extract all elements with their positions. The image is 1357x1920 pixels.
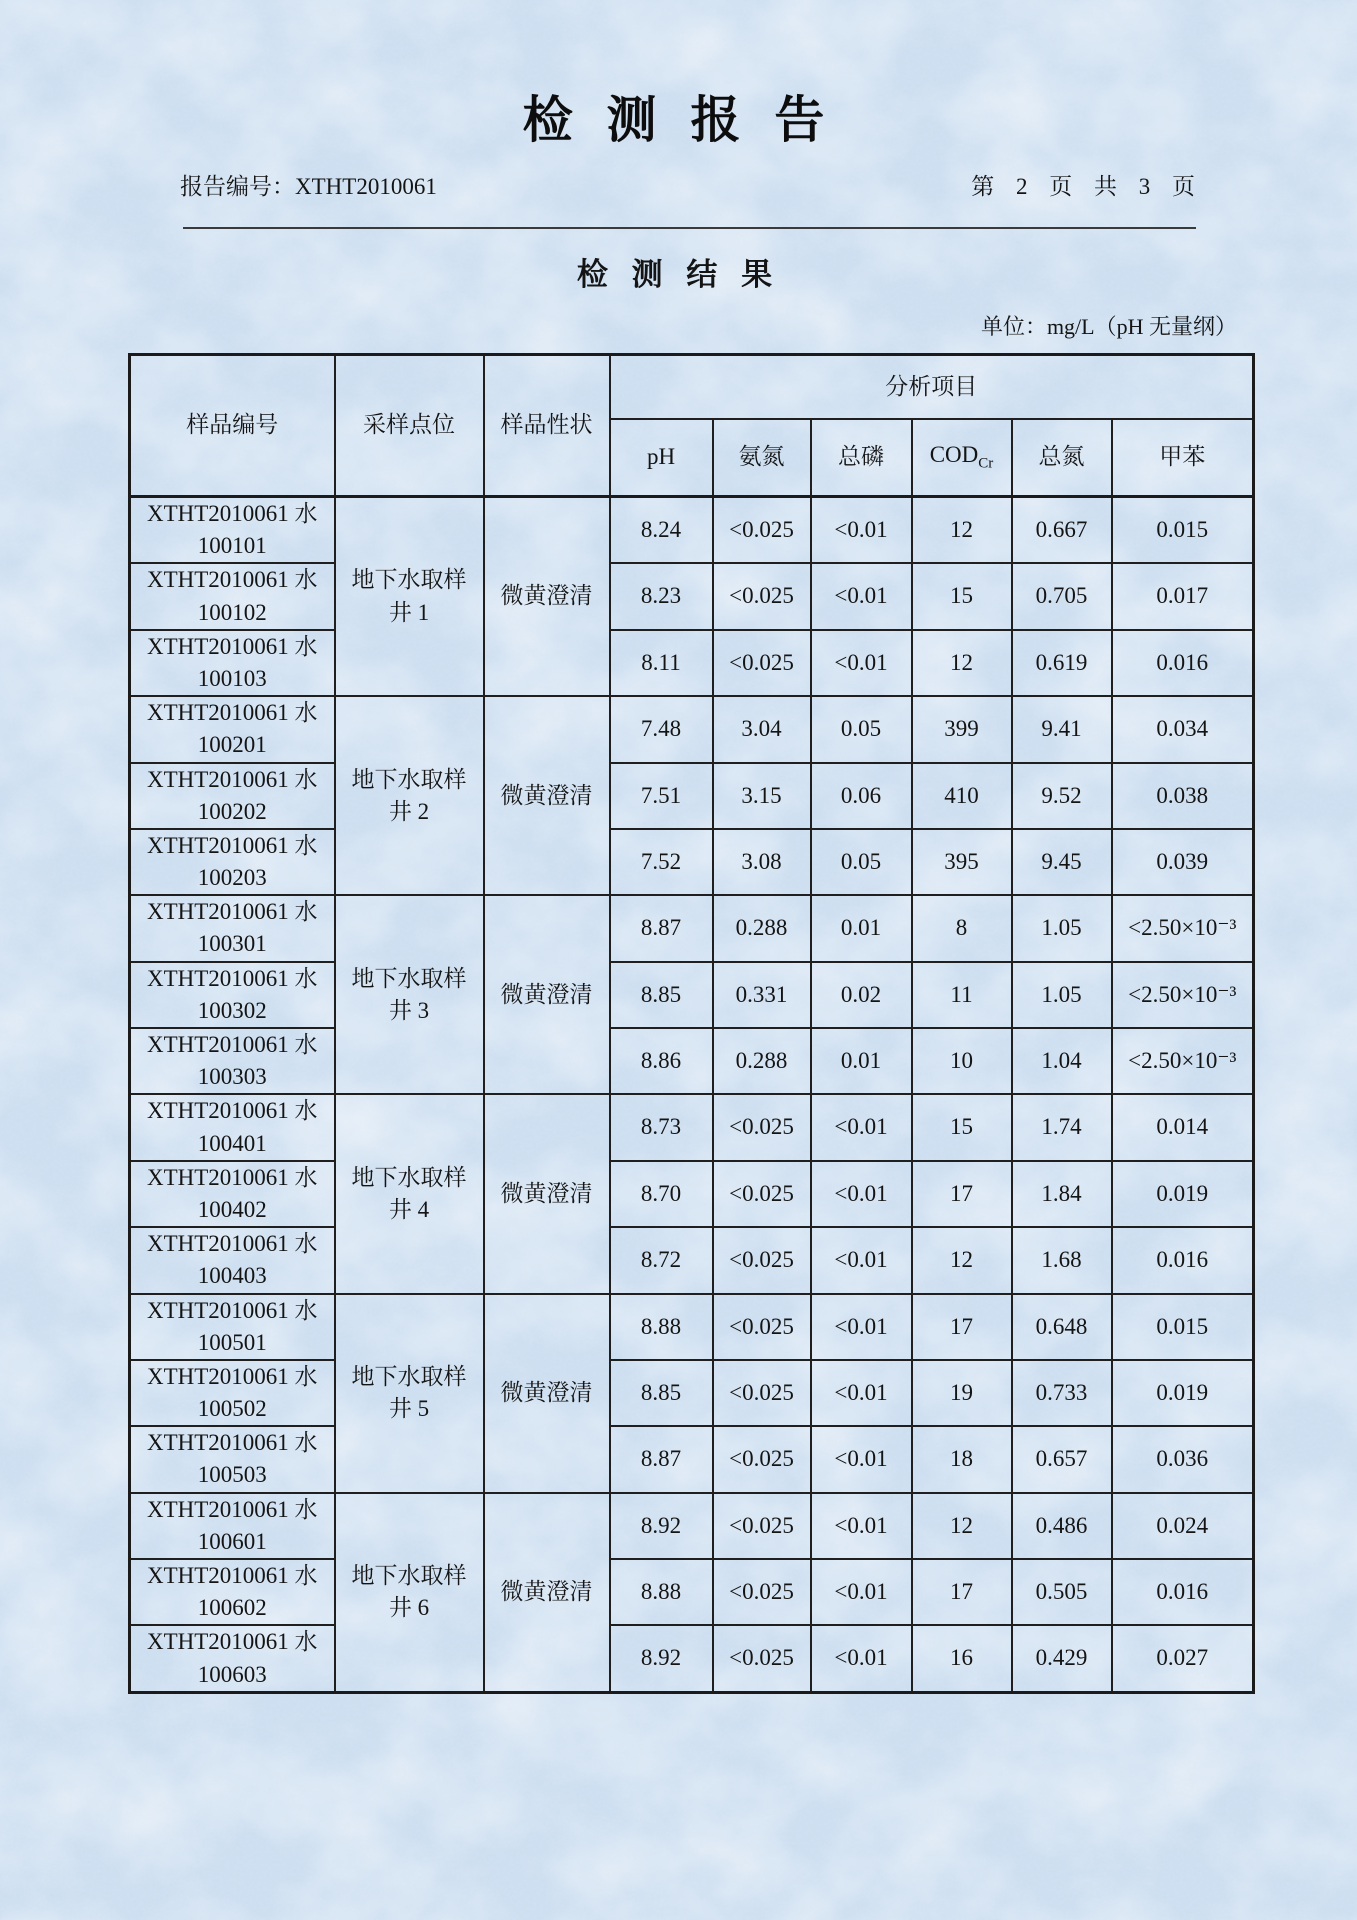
value-cell: 0.014 xyxy=(1112,1094,1254,1160)
cell-line-1: XTHT2010061 水 xyxy=(146,1098,318,1124)
table-row xyxy=(130,962,1254,1028)
table-row xyxy=(130,1625,1254,1692)
cell-line-2: 100202 xyxy=(197,798,267,824)
value-cell: <0.025 xyxy=(713,497,811,564)
sample-property-cell: 微黄澄清 xyxy=(484,1493,610,1693)
value-cell: <0.01 xyxy=(811,497,912,564)
value-cell: 12 xyxy=(912,1493,1012,1559)
value-cell: 8 xyxy=(912,895,1012,961)
value-cell: 0.05 xyxy=(811,829,912,895)
sample-id-cell xyxy=(130,962,335,1028)
value-cell: <0.025 xyxy=(713,1161,811,1227)
value-cell: <0.01 xyxy=(811,1493,912,1559)
table-row xyxy=(130,696,1254,762)
sampling-point-cell xyxy=(335,895,484,1094)
value-cell: 9.45 xyxy=(1012,829,1112,895)
value-cell: 15 xyxy=(912,1094,1012,1160)
value-cell: 8.85 xyxy=(610,962,713,1028)
cell-line-1: XTHT2010061 水 xyxy=(146,1563,318,1588)
sampling-point-cell xyxy=(335,1094,484,1293)
value-cell: 0.619 xyxy=(1012,630,1112,696)
value-cell: 7.52 xyxy=(610,829,713,895)
cell-line-1: XTHT2010061 水 xyxy=(146,501,318,526)
value-cell: 0.017 xyxy=(1112,563,1254,629)
col-header-sampling-point: 采样点位 xyxy=(335,355,484,497)
value-cell: 0.657 xyxy=(1012,1426,1112,1492)
value-cell: <0.01 xyxy=(811,630,912,696)
cell-line-2: 100102 xyxy=(197,599,267,625)
report-number xyxy=(180,168,437,201)
value-cell: <0.025 xyxy=(713,1294,811,1360)
results-table-head xyxy=(130,355,1254,497)
cell-line-2: 井 3 xyxy=(388,997,430,1023)
col-header-ph: pH xyxy=(610,419,713,497)
cell-line-1: XTHT2010061 水 xyxy=(146,633,318,659)
value-cell: 17 xyxy=(912,1294,1012,1360)
value-cell: <0.01 xyxy=(811,1227,912,1293)
value-cell: 1.05 xyxy=(1012,895,1112,961)
cell-line-2: 井 2 xyxy=(388,798,430,824)
cod-subscript: Cr xyxy=(978,456,994,473)
col-header-cod xyxy=(912,419,1012,497)
table-row xyxy=(130,829,1254,895)
table-row xyxy=(130,1360,1254,1426)
value-cell: 1.05 xyxy=(1012,962,1112,1028)
table-row xyxy=(130,763,1254,829)
col-header-analysis-group: 分析项目 xyxy=(610,355,1254,419)
sample-id-cell xyxy=(130,1559,335,1625)
value-cell: <0.025 xyxy=(713,1426,811,1492)
value-cell: 0.429 xyxy=(1012,1625,1112,1692)
sample-id-cell xyxy=(130,1161,335,1227)
value-cell: 16 xyxy=(912,1625,1012,1692)
cell-line-1: XTHT2010061 水 xyxy=(146,1430,318,1456)
cell-line-2: 100301 xyxy=(197,931,267,957)
value-cell: 0.01 xyxy=(811,1028,912,1094)
cell-line-2: 100501 xyxy=(197,1329,267,1355)
cell-line-2: 100302 xyxy=(197,997,267,1023)
table-row xyxy=(130,1493,1254,1559)
cell-line-1: XTHT2010061 水 xyxy=(146,1164,318,1190)
sample-property-cell: 微黄澄清 xyxy=(484,1294,610,1493)
value-cell: 18 xyxy=(912,1426,1012,1492)
sample-id-cell xyxy=(130,895,335,961)
value-cell: 0.486 xyxy=(1012,1493,1112,1559)
value-cell: 0.705 xyxy=(1012,563,1112,629)
sampling-point-cell xyxy=(335,696,484,895)
value-cell: 0.036 xyxy=(1112,1426,1254,1492)
table-row xyxy=(130,1227,1254,1293)
cell-line-2: 100603 xyxy=(197,1661,267,1687)
cell-line-1: XTHT2010061 水 xyxy=(146,700,318,726)
value-cell: <0.01 xyxy=(811,563,912,629)
results-table xyxy=(128,353,1255,1694)
value-cell: 8.11 xyxy=(610,630,713,696)
value-cell: 0.648 xyxy=(1012,1294,1112,1360)
value-cell: 8.86 xyxy=(610,1028,713,1094)
value-cell: 8.85 xyxy=(610,1360,713,1426)
value-cell: <0.025 xyxy=(713,563,811,629)
value-cell: 1.68 xyxy=(1012,1227,1112,1293)
cell-line-1: XTHT2010061 水 xyxy=(146,899,318,925)
value-cell: <0.025 xyxy=(713,1559,811,1625)
table-row xyxy=(130,630,1254,696)
value-cell: <0.01 xyxy=(811,1559,912,1625)
cell-line-2: 100101 xyxy=(197,533,267,559)
value-cell: 0.05 xyxy=(811,696,912,762)
sample-property-cell: 微黄澄清 xyxy=(484,1094,610,1293)
col-header-total-nitrogen: 总氮 xyxy=(1012,419,1112,497)
sample-id-cell xyxy=(130,1360,335,1426)
value-cell: 19 xyxy=(912,1360,1012,1426)
value-cell: 11 xyxy=(912,962,1012,1028)
cell-line-2: 100103 xyxy=(197,665,267,691)
cell-line-1: 地下水取样 xyxy=(351,965,467,991)
value-cell: 10 xyxy=(912,1028,1012,1094)
col-header-toluene: 甲苯 xyxy=(1112,419,1254,497)
cell-line-1: XTHT2010061 水 xyxy=(146,766,318,792)
cell-line-1: XTHT2010061 水 xyxy=(146,832,318,858)
sample-id-cell xyxy=(130,1625,335,1692)
value-cell: 1.04 xyxy=(1012,1028,1112,1094)
value-cell: 15 xyxy=(912,563,1012,629)
table-row xyxy=(130,895,1254,961)
value-cell: 0.01 xyxy=(811,895,912,961)
section-title: 检 测 结 果 xyxy=(576,257,781,292)
value-cell: <0.025 xyxy=(713,630,811,696)
sample-id-cell xyxy=(130,1493,335,1559)
value-cell: 0.027 xyxy=(1112,1625,1254,1692)
value-cell: 17 xyxy=(912,1161,1012,1227)
value-cell: 8.87 xyxy=(610,1426,713,1492)
value-cell: 7.51 xyxy=(610,763,713,829)
results-table-body xyxy=(130,497,1254,1693)
value-cell: 3.15 xyxy=(713,763,811,829)
value-cell: 0.02 xyxy=(811,962,912,1028)
value-cell: 0.016 xyxy=(1112,1227,1254,1293)
value-cell: 0.034 xyxy=(1112,696,1254,762)
value-cell: 12 xyxy=(912,1227,1012,1293)
sampling-point-cell xyxy=(335,1294,484,1493)
table-row xyxy=(130,1426,1254,1492)
table-row xyxy=(130,1161,1254,1227)
cod-label: COD xyxy=(929,442,979,468)
value-cell: 0.331 xyxy=(713,962,811,1028)
cell-line-1: XTHT2010061 水 xyxy=(146,1231,318,1257)
cell-line-1: 地下水取样 xyxy=(351,1363,467,1389)
header-divider xyxy=(183,227,1196,229)
value-cell: <0.025 xyxy=(713,1360,811,1426)
value-cell: 0.024 xyxy=(1112,1493,1254,1559)
sample-id-cell xyxy=(130,829,335,895)
sample-property-cell: 微黄澄清 xyxy=(484,696,610,895)
cell-line-2: 100503 xyxy=(197,1462,267,1488)
cell-line-2: 100201 xyxy=(197,732,267,758)
col-header-ammonia-nitrogen: 氨氮 xyxy=(713,419,811,497)
value-cell: 8.87 xyxy=(610,895,713,961)
cell-line-2: 100502 xyxy=(197,1396,267,1422)
header-row-top xyxy=(130,355,1254,419)
table-row xyxy=(130,1559,1254,1625)
cell-line-1: XTHT2010061 水 xyxy=(146,1629,318,1655)
value-cell: 8.73 xyxy=(610,1094,713,1160)
col-header-total-phosphorus: 总磷 xyxy=(811,419,912,497)
value-cell: 0.016 xyxy=(1112,1559,1254,1625)
value-cell: <0.025 xyxy=(713,1625,811,1692)
sample-id-cell xyxy=(130,696,335,762)
value-cell: 8.24 xyxy=(610,497,713,564)
table-row xyxy=(130,563,1254,629)
value-cell: 0.015 xyxy=(1112,497,1254,564)
sample-id-cell xyxy=(130,1294,335,1360)
value-cell: 0.505 xyxy=(1012,1559,1112,1625)
cell-line-1: XTHT2010061 水 xyxy=(146,1496,318,1522)
value-cell: <2.50×10⁻³ xyxy=(1112,1028,1254,1094)
cell-line-2: 100401 xyxy=(197,1130,267,1156)
cell-line-2: 100402 xyxy=(197,1196,267,1222)
value-cell: 7.48 xyxy=(610,696,713,762)
value-cell: 0.016 xyxy=(1112,630,1254,696)
value-cell: <0.01 xyxy=(811,1360,912,1426)
value-cell: 0.015 xyxy=(1112,1294,1254,1360)
value-cell: 0.019 xyxy=(1112,1161,1254,1227)
value-cell: 1.84 xyxy=(1012,1161,1112,1227)
cell-line-1: 地下水取样 xyxy=(351,567,467,593)
sample-id-cell xyxy=(130,497,335,564)
value-cell: 8.70 xyxy=(610,1161,713,1227)
value-cell: <0.025 xyxy=(713,1493,811,1559)
value-cell: 9.41 xyxy=(1012,696,1112,762)
col-header-sample-id: 样品编号 xyxy=(130,355,335,497)
cell-line-2: 100303 xyxy=(197,1064,267,1090)
value-cell: <0.01 xyxy=(811,1294,912,1360)
report-number-value: XTHT2010061 xyxy=(295,174,437,199)
table-row xyxy=(130,1094,1254,1160)
cell-line-2: 井 4 xyxy=(388,1196,430,1222)
value-cell: 1.74 xyxy=(1012,1094,1112,1160)
sample-id-cell xyxy=(130,763,335,829)
value-cell: <0.01 xyxy=(811,1426,912,1492)
value-cell: <0.01 xyxy=(811,1625,912,1692)
value-cell: 0.06 xyxy=(811,763,912,829)
cell-line-2: 100601 xyxy=(197,1528,267,1554)
col-header-sample-property: 样品性状 xyxy=(484,355,610,497)
value-cell: 0.667 xyxy=(1012,497,1112,564)
value-cell: 8.88 xyxy=(610,1559,713,1625)
unit-note: 单位：mg/L（pH 无量纲） xyxy=(980,314,1237,339)
cell-line-2: 井 1 xyxy=(388,599,430,625)
cell-line-2: 100203 xyxy=(197,865,267,891)
cell-line-1: XTHT2010061 水 xyxy=(146,965,318,991)
value-cell: 3.04 xyxy=(713,696,811,762)
value-cell: <0.01 xyxy=(811,1161,912,1227)
cell-line-2: 100602 xyxy=(197,1595,267,1621)
value-cell: 0.733 xyxy=(1012,1360,1112,1426)
value-cell: 12 xyxy=(912,497,1012,564)
value-cell: 8.88 xyxy=(610,1294,713,1360)
value-cell: <0.025 xyxy=(713,1094,811,1160)
sample-id-cell xyxy=(130,630,335,696)
cell-line-1: 地下水取样 xyxy=(351,1164,467,1190)
value-cell: 0.288 xyxy=(713,1028,811,1094)
sample-property-cell: 微黄澄清 xyxy=(484,895,610,1094)
page-indicator: 第 2 页 共 3 页 xyxy=(971,174,1195,199)
sampling-point-cell xyxy=(335,1493,484,1693)
value-cell: 410 xyxy=(912,763,1012,829)
value-cell: 0.039 xyxy=(1112,829,1254,895)
value-cell: <0.01 xyxy=(811,1094,912,1160)
value-cell: 9.52 xyxy=(1012,763,1112,829)
value-cell: 395 xyxy=(912,829,1012,895)
table-row xyxy=(130,497,1254,564)
value-cell: 8.72 xyxy=(610,1227,713,1293)
report-number-label: 报告编号： xyxy=(180,174,295,199)
sample-id-cell xyxy=(130,1227,335,1293)
sample-id-cell xyxy=(130,1028,335,1094)
sample-id-cell xyxy=(130,563,335,629)
value-cell: <0.025 xyxy=(713,1227,811,1293)
value-cell: 399 xyxy=(912,696,1012,762)
cell-line-1: 地下水取样 xyxy=(351,766,467,792)
report-meta-row xyxy=(180,168,1195,201)
value-cell: 12 xyxy=(912,630,1012,696)
cell-line-1: XTHT2010061 水 xyxy=(146,1297,318,1323)
value-cell: 8.23 xyxy=(610,563,713,629)
value-cell: 8.92 xyxy=(610,1625,713,1692)
value-cell: <2.50×10⁻³ xyxy=(1112,962,1254,1028)
value-cell: 0.288 xyxy=(713,895,811,961)
sample-id-cell xyxy=(130,1094,335,1160)
sample-id-cell xyxy=(130,1426,335,1492)
value-cell: 8.92 xyxy=(610,1493,713,1559)
cell-line-2: 100403 xyxy=(197,1263,267,1289)
report-title: 检 测 报 告 xyxy=(522,92,835,148)
table-row xyxy=(130,1028,1254,1094)
value-cell: <2.50×10⁻³ xyxy=(1112,895,1254,961)
value-cell: 3.08 xyxy=(713,829,811,895)
cell-line-1: 地下水取样 xyxy=(351,1563,467,1588)
cell-line-1: XTHT2010061 水 xyxy=(146,567,318,593)
cell-line-1: XTHT2010061 水 xyxy=(146,1363,318,1389)
value-cell: 0.038 xyxy=(1112,763,1254,829)
cell-line-2: 井 5 xyxy=(388,1396,430,1422)
value-cell: 17 xyxy=(912,1559,1012,1625)
cell-line-1: XTHT2010061 水 xyxy=(146,1032,318,1057)
sampling-point-cell xyxy=(335,497,484,697)
value-cell: 0.019 xyxy=(1112,1360,1254,1426)
sample-property-cell: 微黄澄清 xyxy=(484,497,610,697)
table-row xyxy=(130,1294,1254,1360)
cell-line-2: 井 6 xyxy=(388,1595,430,1621)
